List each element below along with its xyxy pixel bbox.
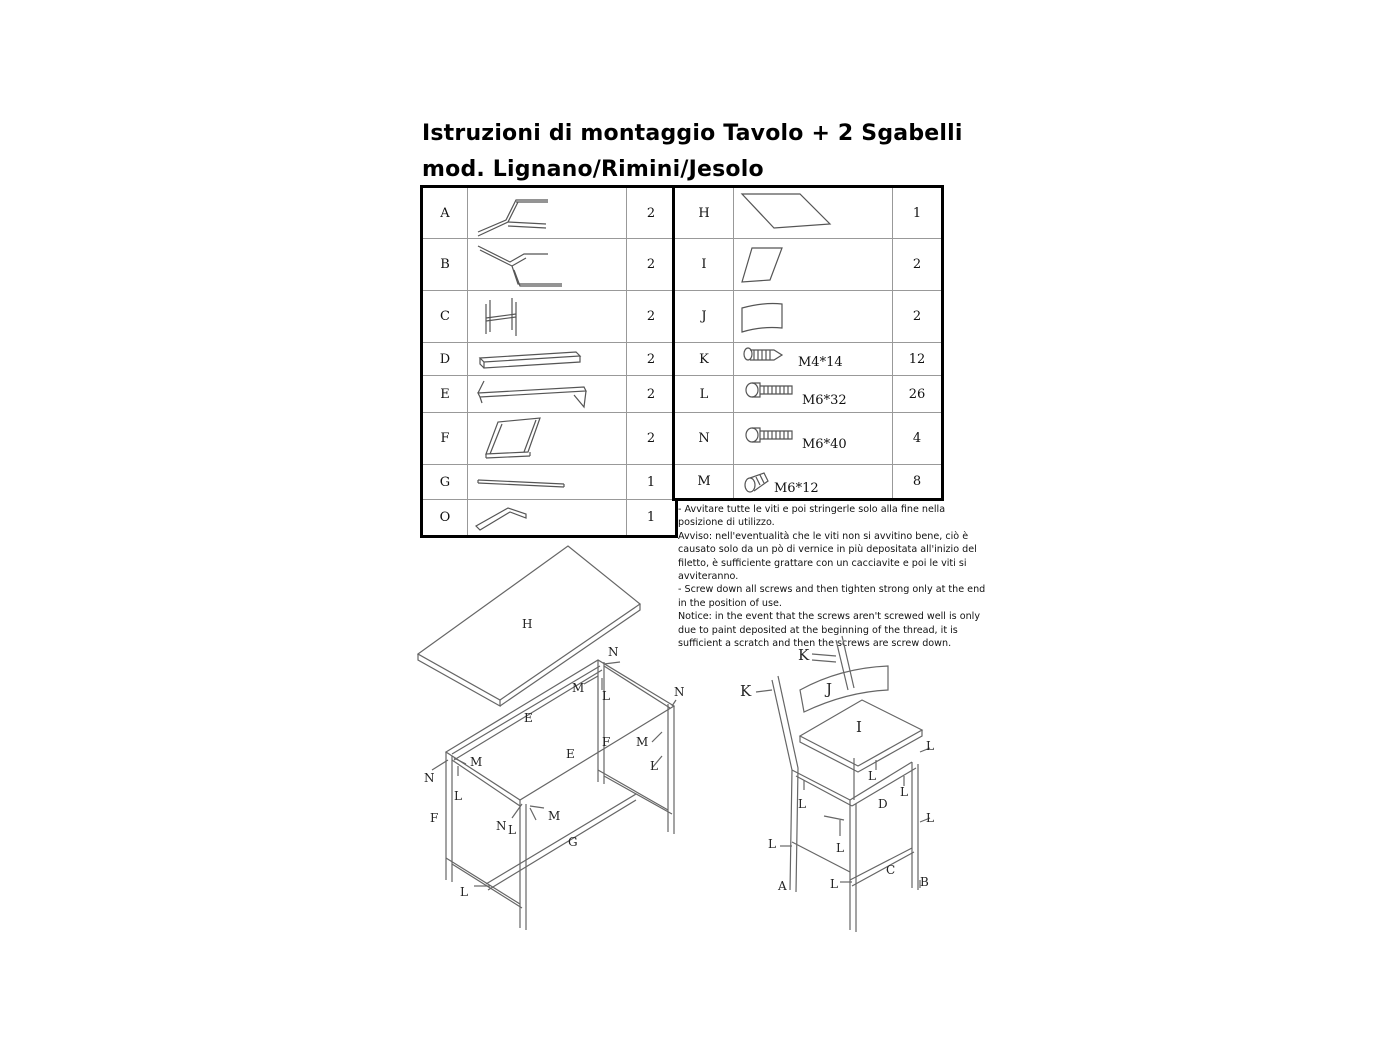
label-bolt: L: [602, 689, 610, 703]
screw-size: M6*32: [802, 393, 847, 408]
part-code: F: [422, 413, 468, 465]
part-code: O: [422, 500, 468, 537]
label-bolt-l: L: [900, 785, 908, 799]
part-qty: 1: [893, 187, 943, 239]
label-screw-k: K: [798, 646, 810, 664]
label-bolt: N: [608, 645, 619, 659]
label-rail: D: [878, 797, 888, 811]
part-qty: 12: [893, 343, 943, 376]
label-bolt-l: L: [926, 811, 934, 825]
label-seat: I: [856, 718, 862, 736]
label-bolt: M: [636, 735, 649, 749]
label-bolt: N: [496, 819, 507, 833]
label-backrest: J: [826, 680, 833, 698]
part-code: I: [674, 239, 734, 291]
part-code: L: [674, 376, 734, 413]
part-qty: 26: [893, 376, 943, 413]
label-frame: C: [886, 863, 896, 877]
label-bolt: L: [460, 885, 468, 899]
label-frame: F: [602, 735, 611, 749]
label-bolt: L: [454, 789, 462, 803]
part-code: J: [674, 291, 734, 343]
part-qty: 4: [893, 413, 943, 465]
label-bolt: L: [508, 823, 516, 837]
part-code: K: [674, 343, 734, 376]
part-qty: 2: [627, 376, 677, 413]
note-paragraph: - Avvitare tutte le viti e poi stringerle solo alla fine nella posizione di utilizzo.: [678, 504, 946, 529]
label-rail: E: [566, 747, 575, 761]
note-paragraph: Notice: in the event that the screws aren't screwed well is only due to paint deposited at the beginning of the thread, it is sufficient a scratch and then the screws are screw down.: [678, 611, 981, 650]
part-code: G: [422, 465, 468, 500]
part-code: E: [422, 376, 468, 413]
note-paragraph: - Screw down all screws and then tighten strong only at the end in the position of use.: [678, 584, 986, 609]
screw-size: M6*40: [802, 437, 847, 452]
label-rail: E: [524, 711, 533, 725]
label-bolt: M: [470, 755, 483, 769]
part-code: H: [674, 187, 734, 239]
label-bolt-l: L: [868, 769, 876, 783]
label-bolt: N: [674, 685, 685, 699]
label-bolt: L: [650, 759, 658, 773]
title-line-1: Istruzioni di montaggio Tavolo + 2 Sgabelli: [422, 121, 963, 146]
label-bolt-l: L: [830, 877, 838, 891]
label-frame-front: B: [920, 875, 929, 889]
part-qty: 1: [627, 465, 677, 500]
title-line-2: mod. Lignano/Rimini/Jesolo: [422, 157, 764, 182]
label-screw-k: K: [740, 682, 752, 700]
label-bolt: N: [424, 771, 435, 785]
part-qty: 2: [627, 291, 677, 343]
label-frame: F: [430, 811, 439, 825]
screw-size: M4*14: [798, 355, 843, 370]
part-qty: 2: [893, 291, 943, 343]
label-table-top: H: [522, 617, 533, 631]
screw-size: M6*12: [774, 481, 819, 496]
part-qty: 2: [893, 239, 943, 291]
note-paragraph: Avviso: nell'eventualità che le viti non si avvitino bene, ciò è causato solo da un pò di vernice in più depositata all'inizio del filetto, è sufficiente grattare con un cacciavite e poi le viti si avviteranno.: [678, 530, 977, 583]
part-code: N: [674, 413, 734, 465]
label-bolt-l: L: [768, 837, 776, 851]
part-qty: 2: [627, 239, 677, 291]
label-bolt: M: [572, 681, 585, 695]
part-qty: 2: [627, 413, 677, 465]
part-qty: 2: [627, 343, 677, 376]
part-code: D: [422, 343, 468, 376]
part-qty: 2: [627, 187, 677, 239]
part-code: B: [422, 239, 468, 291]
label-bolt: M: [548, 809, 561, 823]
part-qty: 8: [893, 465, 943, 500]
label-bolt-l: L: [798, 797, 806, 811]
label-frame-back: A: [778, 879, 787, 893]
part-qty: 1: [627, 500, 677, 537]
label-bolt-l: L: [836, 841, 844, 855]
part-code: C: [422, 291, 468, 343]
part-code: M: [674, 465, 734, 500]
label-bolt-l: L: [926, 739, 934, 753]
part-code: A: [422, 187, 468, 239]
label-bar: G: [568, 835, 578, 849]
